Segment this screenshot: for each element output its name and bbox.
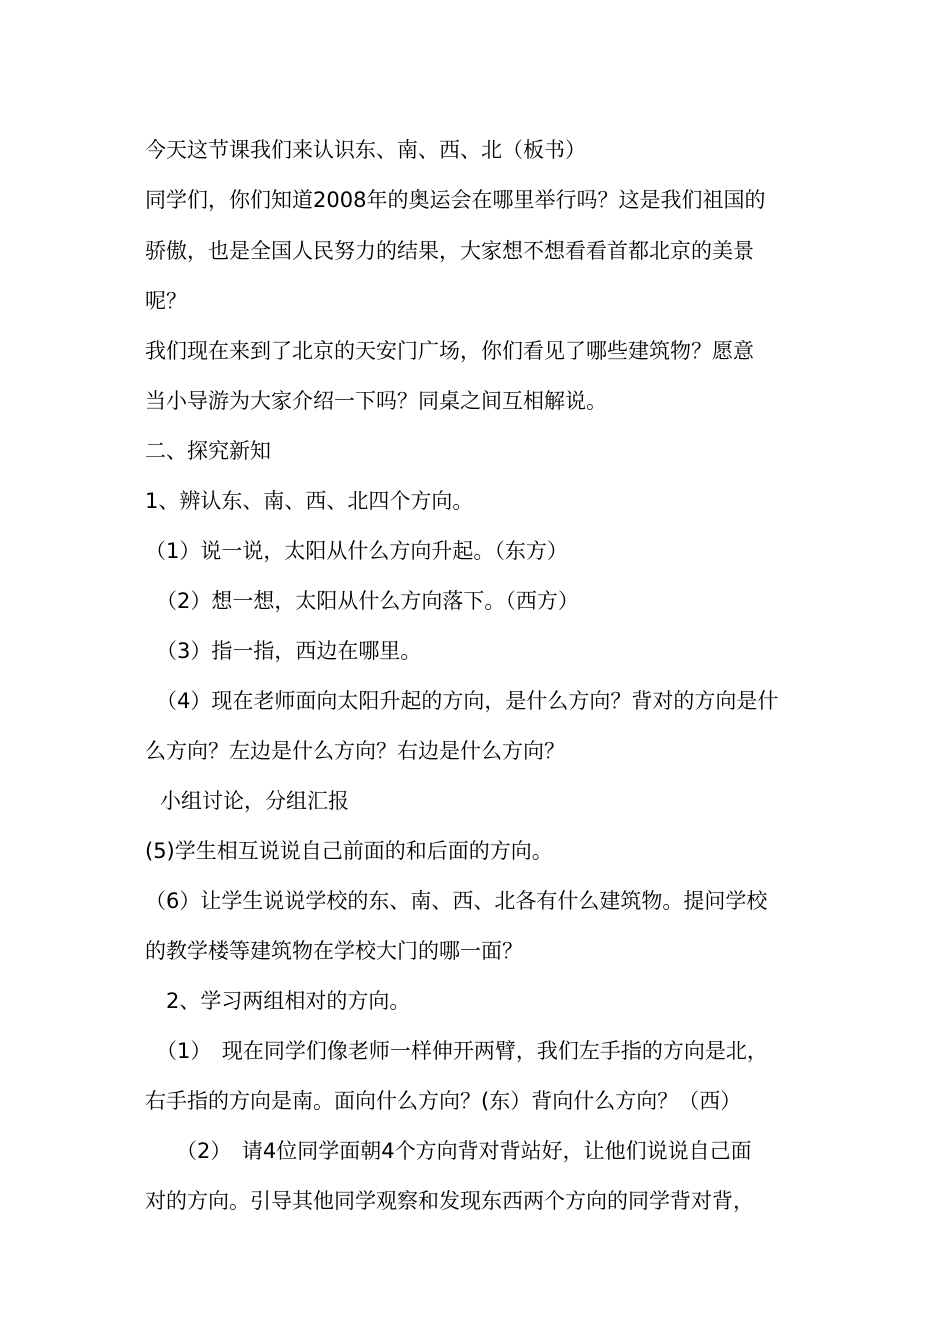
paragraph-intro — [145, 130, 815, 170]
text-line: 当小导游为大家介绍一下吗？同桌之间互相解说。 — [145, 389, 607, 413]
text-line: 小组讨论，分组汇报 — [160, 789, 349, 813]
text-line: 今天这节课我们来认识东、南、西、北（板书） — [145, 138, 586, 162]
text-line: 么方向？左边是什么方向？右边是什么方向？ — [145, 739, 565, 763]
text-line: （6）让学生说说学校的东、南、西、北各有什么建筑物。提问学校 — [145, 889, 768, 913]
text-line: 2、学习两组相对的方向。 — [166, 989, 411, 1013]
text-line: 同学们，你们知道2008年的奥运会在哪里举行吗？这是我们祖国的 — [145, 188, 766, 212]
item-2-1-line-1 — [156, 1031, 826, 1071]
text-line: 对的方向。引导其他同学观察和发现东西两个方向的同学背对背， — [145, 1189, 754, 1213]
section-heading — [145, 431, 815, 471]
text-line: 骄傲，也是全国人民努力的结果，大家想不想看看首都北京的美景 — [145, 239, 754, 263]
item-5 — [145, 831, 815, 871]
text-line: （4）现在老师面向太阳升起的方向，是什么方向？背对的方向是什 — [156, 689, 779, 713]
item-3 — [156, 631, 826, 671]
paragraph-tiananmen-line-2 — [145, 381, 815, 421]
item-4-line-1 — [156, 681, 826, 721]
item-2-1-line-2 — [145, 1081, 815, 1121]
text-line: （1）说一说，太阳从什么方向升起。（东方） — [145, 539, 568, 563]
paragraph-olympics-line-3 — [145, 281, 815, 321]
text-line: （3）指一指，西边在哪里。 — [156, 639, 422, 663]
text-line: （1） 现在同学们像老师一样伸开两臂，我们左手指的方向是北， — [156, 1039, 768, 1063]
item-4-line-2 — [145, 731, 815, 771]
text-line: 1、辨认东、南、西、北四个方向。 — [145, 489, 474, 513]
group-discussion — [160, 781, 830, 821]
item-2-2-line-2 — [145, 1181, 815, 1221]
item-6-line-1 — [145, 881, 815, 921]
text-line: （2）想一想，太阳从什么方向落下。（西方） — [156, 589, 579, 613]
text-line: 二、探究新知 — [145, 439, 271, 463]
subsection-heading-1 — [145, 481, 815, 521]
item-2-2-line-1 — [176, 1131, 846, 1171]
item-2 — [156, 581, 826, 621]
paragraph-olympics-line-1 — [145, 180, 815, 220]
item-6-line-2 — [145, 931, 815, 971]
text-line: 呢？ — [145, 289, 187, 313]
paragraph-tiananmen-line-1 — [145, 331, 815, 371]
text-line: 的教学楼等建筑物在学校大门的哪一面？ — [145, 939, 523, 963]
subsection-heading-2 — [166, 981, 836, 1021]
text-line: 我们现在来到了北京的天安门广场，你们看见了哪些建筑物？愿意 — [145, 339, 754, 363]
text-line: （2） 请4位同学面朝4个方向背对背站好，让他们说说自己面 — [176, 1139, 752, 1163]
text-line: (5)学生相互说说自己前面的和后面的方向。 — [145, 839, 553, 863]
text-line: 右手指的方向是南。面向什么方向？(东）背向什么方向？（西） — [145, 1089, 742, 1113]
paragraph-olympics-line-2 — [145, 231, 815, 271]
item-1 — [145, 531, 815, 571]
